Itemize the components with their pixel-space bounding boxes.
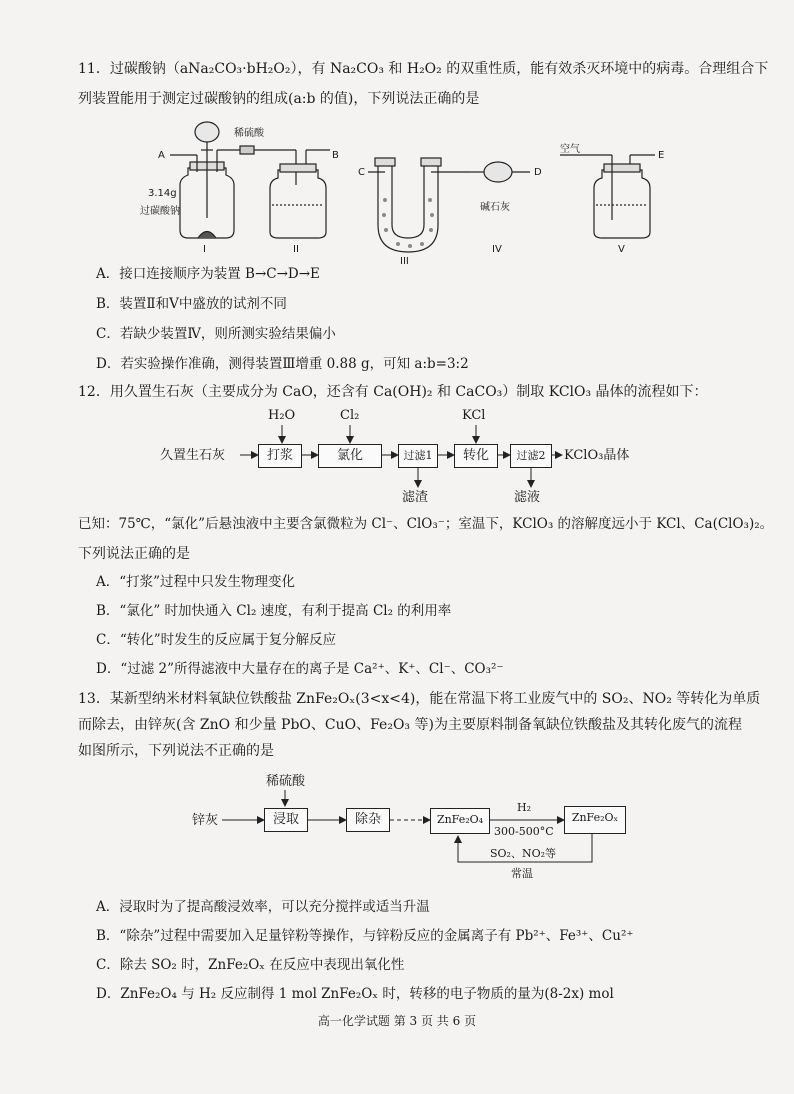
q12-option-b: B．“氯化” 时加快通入 Cl₂ 速度，有利于提高 Cl₂ 的利用率 bbox=[96, 603, 452, 619]
label-port-e: E bbox=[658, 150, 665, 161]
q13-option-d: D．ZnFe₂O₄ 与 H₂ 反应制得 1 mol ZnFe₂Oₓ 时，转移的电子物质的量为(8-2x) mol bbox=[96, 986, 614, 1002]
label-app-iii: III bbox=[400, 256, 409, 267]
q13-box-purify: 除杂 bbox=[346, 808, 390, 832]
q11-option-d: D．若实验操作准确，测得装置Ⅲ增重 0.88 g，可知 a:b=3:2 bbox=[96, 356, 469, 372]
q13-box-znfe2o4: ZnFe₂O₄ bbox=[430, 808, 490, 834]
q12-input-kcl: KCl bbox=[462, 408, 486, 423]
q12-option-d: D．“过滤 2”所得滤液中大量存在的离子是 Ca²⁺、K⁺、Cl⁻、CO₃²⁻ bbox=[96, 661, 504, 677]
q12-flow-start: 久置生石灰 bbox=[160, 448, 226, 463]
q12-output-filtrate: 滤液 bbox=[514, 490, 541, 505]
label-app-iv: IV bbox=[492, 244, 502, 255]
q13-label-room: 常温 bbox=[511, 867, 533, 880]
q12-stem: 12．用久置生石灰（主要成分为 CaO，还含有 Ca(OH)₂ 和 CaCO₃）制取 KClO₃ 晶体的流程如下： bbox=[78, 384, 708, 400]
q12-box-conversion: 转化 bbox=[454, 444, 498, 468]
label-air: 空气 bbox=[560, 144, 580, 155]
q12-flow-product: KClO₃晶体 bbox=[564, 448, 630, 463]
q13-option-a: A．浸取时为了提高酸浸效率，可以充分搅拌或适当升温 bbox=[96, 899, 430, 915]
q11-option-a: A．接口连接顺序为装置 B→C→D→E bbox=[96, 266, 320, 282]
label-app-v: V bbox=[618, 244, 625, 255]
q12-box-filter1: 过滤1 bbox=[398, 444, 438, 468]
q12-input-water: H₂O bbox=[268, 408, 296, 423]
q12-ask: 下列说法正确的是 bbox=[78, 546, 190, 562]
q12-known: 已知：75℃，“氯化”后悬浊液中主要含氯微粒为 Cl⁻、ClO₃⁻；室温下，KClO₃ 的溶解度远小于 KCl、Ca(ClO₃)₂。 bbox=[78, 516, 774, 532]
q11-option-c: C．若缺少装置Ⅳ，则所测实验结果偏小 bbox=[96, 326, 336, 342]
label-port-b: B bbox=[332, 150, 339, 161]
q12-output-residue: 滤渣 bbox=[402, 490, 429, 505]
q12-box-filter2: 过滤2 bbox=[510, 444, 552, 468]
q13-option-c: C．除去 SO₂ 时，ZnFe₂Oₓ 在反应中表现出氧化性 bbox=[96, 957, 405, 973]
q11-stem-line1: 11．过碳酸钠（aNa₂CO₃·bH₂O₂），有 Na₂CO₃ 和 H₂O₂ 的双重性质，能有效杀灭环境中的病毒。合理组合下 bbox=[78, 61, 769, 77]
q12-box-chlorination: 氯化 bbox=[318, 444, 382, 468]
q12-option-a: A．“打浆”过程中只发生物理变化 bbox=[96, 574, 296, 590]
label-app-ii: II bbox=[293, 244, 299, 255]
label-sample-mass: 3.14g bbox=[148, 188, 177, 199]
q13-label-gases: SO₂、NO₂等 bbox=[490, 847, 557, 860]
label-acid: 稀硫酸 bbox=[234, 128, 264, 139]
q12-option-c: C．“转化”时发生的反应属于复分解反应 bbox=[96, 632, 337, 648]
q13-label-h2: H₂ bbox=[517, 801, 532, 814]
label-app-i: I bbox=[203, 244, 206, 255]
q13-option-b: B．“除杂”过程中需要加入足量锌粉等操作，与锌粉反应的金属离子有 Pb²⁺、Fe³⁺、Cu²⁺ bbox=[96, 928, 634, 944]
q13-stem-line2: 而除去，由锌灰(含 ZnO 和少量 PbO、CuO、Fe₂O₃ 等)为主要原料制备氧缺位铁酸盐及其转化废气的流程 bbox=[78, 717, 742, 733]
label-soda-lime: 碱石灰 bbox=[480, 202, 510, 213]
q13-box-znfe2ox: ZnFe₂Oₓ bbox=[564, 806, 626, 834]
q13-stem-line1: 13．某新型纳米材料氧缺位铁酸盐 ZnFe₂Oₓ(3<x<4)，能在常温下将工业废气中的 SO₂、NO₂ 等转化为单质 bbox=[78, 691, 761, 707]
q11-option-b: B．装置Ⅱ和Ⅴ中盛放的试剂不同 bbox=[96, 296, 287, 312]
q13-box-leach: 浸取 bbox=[264, 808, 308, 832]
page-footer: 高一化学试题 第 3 页 共 6 页 bbox=[317, 1014, 477, 1028]
label-sample-name: 过碳酸钠 bbox=[140, 206, 180, 217]
q13-stem-line3: 如图所示，下列说法不正确的是 bbox=[78, 743, 274, 759]
q12-box-dajiang: 打浆 bbox=[258, 444, 302, 468]
label-port-d: D bbox=[534, 167, 542, 178]
label-port-a: A bbox=[158, 150, 165, 161]
q13-input-acid: 稀硫酸 bbox=[266, 774, 306, 789]
q12-input-chlorine: Cl₂ bbox=[340, 408, 360, 423]
q13-flow-start: 锌灰 bbox=[192, 813, 219, 828]
q13-label-temp: 300-500°C bbox=[494, 825, 554, 838]
label-port-c: C bbox=[358, 167, 365, 178]
q11-stem-line2: 列装置能用于测定过碳酸钠的组成(a:b 的值)，下列说法正确的是 bbox=[78, 91, 480, 107]
